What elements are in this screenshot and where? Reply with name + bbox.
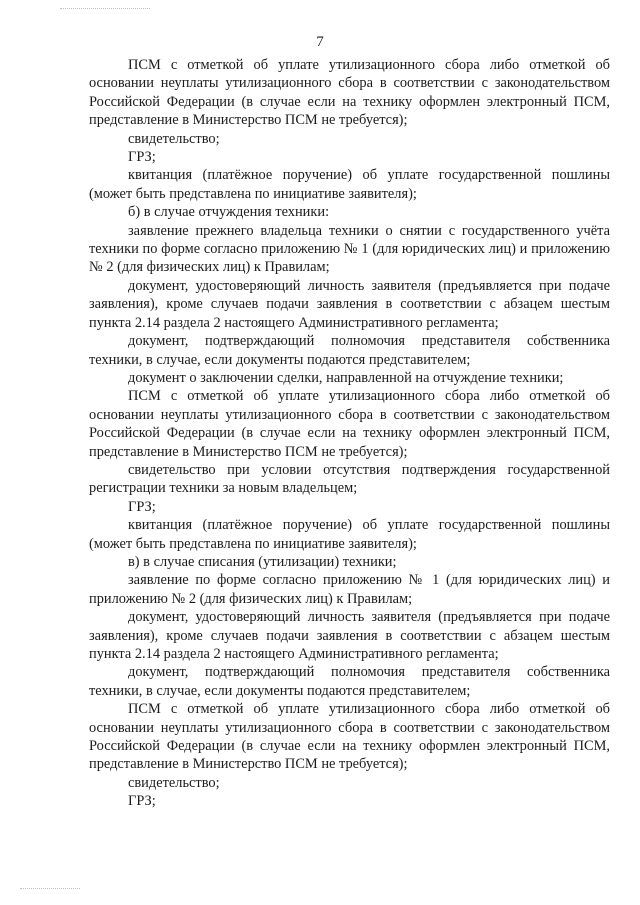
paragraph: ГРЗ; — [128, 498, 156, 515]
paragraph: ГРЗ; — [128, 149, 156, 166]
paragraph: документ о заключении сделки, направленной на отчуждение техники; — [128, 369, 564, 386]
paragraph: ПСМ с отметкой об уплате утилизационного сбора либо отметкой об основании неуплаты утилизационного сбора в соответствии с законодательством Российской Федерации (в случае если на технику оформлен электронный ПСМ, представление в Министерство ПСМ не требуется); — [89, 701, 610, 773]
document-body — [89, 56, 610, 811]
paragraph: заявление по форме согласно приложению № 1 (для юридических лиц) и приложению № 2 (для физических лиц) к Правилам; — [89, 572, 610, 607]
paragraph: ПСМ с отметкой об уплате утилизационного сбора либо отметкой об основании неуплаты утилизационного сбора в соответствии с законодательством Российской Федерации (в случае если на технику оформлен электронный ПСМ, представление в Министерство ПСМ не требуется); — [89, 57, 610, 129]
paragraph: документ, подтверждающий полномочия представителя собственника техники, в случае, если документы подаются представителем; — [89, 333, 610, 368]
paragraph: заявление прежнего владельца техники о снятии с государственного учёта техники по форме согласно приложению № 1 (для юридических лиц) и приложению № 2 (для физических лиц) к Правилам; — [89, 222, 610, 276]
paragraph: свидетельство при условии отсутствия подтверждения государственной регистрации техники за новым владельцем; — [89, 461, 610, 497]
scan-artifact-bottom — [20, 888, 80, 889]
paragraph: ПСМ с отметкой об уплате утилизационного сбора либо отметкой об основании неуплаты утилизационного сбора в соответствии с законодательством Российской Федерации (в случае если на технику оформлен электронный ПСМ, представление в Министерство ПСМ не требуется); — [89, 388, 610, 460]
paragraph: документ, удостоверяющий личность заявителя (предъявляется при подаче заявления), кроме случаев подачи заявления в соответствии с абзацем шестым пункта 2.14 раздела 2 настоящего Административного регламента; — [89, 277, 610, 331]
section-heading-v: в) в случае списания (утилизации) техники; — [128, 553, 397, 570]
paragraph: свидетельство; — [128, 130, 220, 147]
paragraph: ГРЗ; — [128, 793, 156, 810]
paragraph: документ, удостоверяющий личность заявителя (предъявляется при подаче заявления), кроме случаев подачи заявления в соответствии с абзацем шестым пункта 2.14 раздела 2 настоящего Административного регламента; — [89, 609, 610, 662]
scan-artifact-top — [60, 8, 150, 9]
paragraph: квитанция (платёжное поручение) об уплате государственной пошлины (может быть представлена по инициативе заявителя); — [89, 167, 610, 202]
page-number: 7 — [316, 34, 324, 50]
section-heading-b: б) в случае отчуждения техники: — [128, 204, 330, 221]
paragraph: свидетельство; — [128, 774, 220, 791]
paragraph: квитанция (платёжное поручение) об уплате государственной пошлины (может быть представлена по инициативе заявителя); — [89, 517, 610, 552]
paragraph: документ, подтверждающий полномочия представителя собственника техники, в случае, если документы подаются представителем; — [89, 664, 610, 699]
